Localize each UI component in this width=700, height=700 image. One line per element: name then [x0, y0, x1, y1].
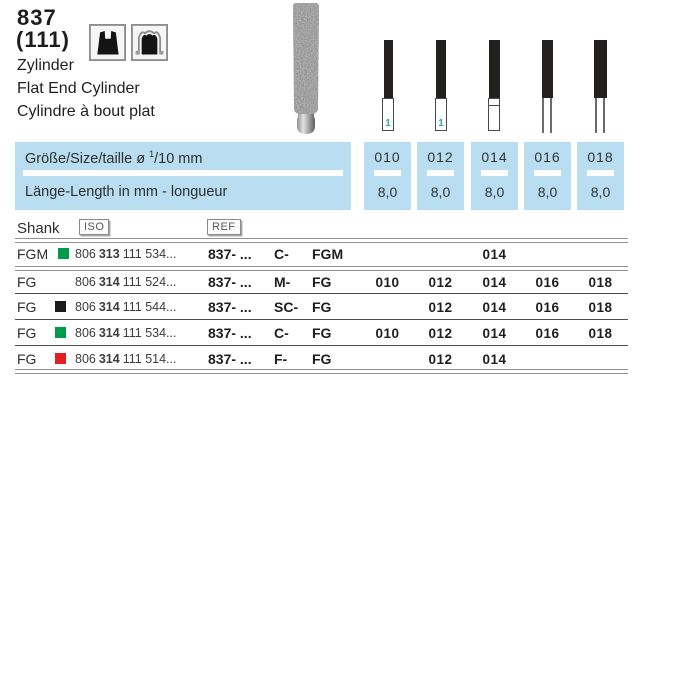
size-row-label: Größe/Size/taille ø $^1$/10 mm	[25, 149, 203, 167]
bur-head	[436, 40, 446, 98]
product-name-de: Zylinder	[17, 57, 74, 74]
length-value: 8,0	[590, 184, 611, 200]
bur-diagram-014	[482, 40, 506, 131]
size-cell	[364, 298, 411, 316]
size-column-014	[471, 142, 518, 210]
size-cell: 014	[482, 299, 507, 315]
product-name-fr: Cylindre à bout plat	[17, 103, 155, 120]
length-value: 8,0	[537, 184, 558, 200]
shank-mark-label: 1	[438, 118, 444, 129]
shank-ring-mark	[489, 105, 499, 106]
bur-head	[594, 40, 607, 98]
crown-preparation-icon	[131, 24, 168, 61]
size-cell: 012	[428, 299, 453, 315]
table-row	[15, 245, 628, 263]
row-separator	[481, 170, 508, 176]
length-value: 8,0	[377, 184, 398, 200]
table-divider	[15, 293, 628, 294]
bur-diagram-016	[535, 40, 559, 133]
table-divider	[15, 369, 628, 374]
shank-mark-label: 1	[385, 118, 391, 129]
ref-number: 837- ... C- FG	[208, 325, 332, 341]
size-cell: 016	[535, 299, 560, 315]
size-cell: 018	[588, 299, 613, 315]
size-cell: 014	[482, 246, 507, 262]
row-separator	[534, 170, 561, 176]
shank-type: FG	[17, 351, 37, 367]
grit-color-square	[55, 353, 66, 364]
iso-number: 806 313 111 534...	[75, 247, 177, 261]
shank-type: FGM	[17, 246, 49, 262]
ref-number: 837- ... C- FGM	[208, 246, 344, 262]
grit-color-square	[55, 301, 66, 312]
product-number: 837	[17, 5, 57, 30]
table-row	[15, 273, 628, 291]
table-divider	[15, 345, 628, 346]
table-row	[15, 298, 628, 316]
size-cell	[577, 350, 624, 368]
row-separator	[374, 170, 401, 176]
size-cell: 010	[375, 274, 400, 290]
row-separator	[427, 170, 454, 176]
size-cell	[524, 350, 571, 368]
table-divider	[15, 238, 628, 243]
size-cell: 014	[482, 351, 507, 367]
size-cell: 010	[375, 325, 400, 341]
row-separator	[587, 170, 614, 176]
bur-head	[489, 40, 500, 98]
size-cell	[417, 245, 464, 263]
grit-color-square	[58, 248, 69, 259]
bur-shank	[382, 98, 394, 131]
size-value: 016	[534, 149, 561, 165]
size-cell: 016	[535, 325, 560, 341]
bur-shank	[542, 98, 553, 133]
length-value: 8,0	[484, 184, 505, 200]
size-table-label-box	[15, 142, 351, 210]
ref-number: 837- ... SC- FG	[208, 299, 332, 315]
size-column-010	[364, 142, 411, 210]
ref-tag: REF	[207, 219, 241, 235]
table-divider	[15, 319, 628, 320]
iso-number: 806 314 111 524...	[75, 275, 177, 289]
size-cell: 018	[588, 325, 613, 341]
product-name-en: Flat End Cylinder	[17, 80, 140, 97]
size-cell: 012	[428, 351, 453, 367]
table-row	[15, 324, 628, 342]
size-cell: 018	[588, 274, 613, 290]
size-cell: 016	[535, 274, 560, 290]
bur-diagram-010	[376, 40, 400, 131]
size-column-016	[524, 142, 571, 210]
size-column-018	[577, 142, 624, 210]
size-value: 012	[427, 149, 454, 165]
shank-type: FG	[17, 325, 37, 341]
size-cell	[364, 245, 411, 263]
bur-diagram-012	[429, 40, 453, 131]
ref-number: 837- ... M- FG	[208, 274, 332, 290]
size-column-012	[417, 142, 464, 210]
bur-head	[384, 40, 393, 98]
shank-column-header: Shank	[17, 220, 60, 237]
shank-type: FG	[17, 299, 37, 315]
iso-shape-code: (111)	[16, 27, 70, 52]
table-row	[15, 350, 628, 368]
length-row-label: Länge-Length in mm - longueur	[25, 184, 228, 200]
ref-number: 837- ... F- FG	[208, 351, 332, 367]
table-divider	[15, 266, 628, 271]
size-cell: 014	[482, 274, 507, 290]
bur-head	[542, 40, 553, 98]
iso-tag: ISO	[79, 219, 109, 235]
size-cell: 012	[428, 274, 453, 290]
bur-shank	[435, 98, 447, 131]
size-cell	[577, 245, 624, 263]
size-value: 014	[481, 149, 508, 165]
iso-number: 806 314 111 514...	[75, 352, 177, 366]
bur-diagram-018	[588, 40, 612, 133]
length-value: 8,0	[430, 184, 451, 200]
size-cell: 014	[482, 325, 507, 341]
bur-shank	[595, 98, 606, 133]
size-cell	[364, 350, 411, 368]
iso-number: 806 314 111 534...	[75, 326, 177, 340]
grit-color-square	[55, 327, 66, 338]
size-cell	[524, 245, 571, 263]
size-cell: 012	[428, 325, 453, 341]
diamond-bur-photo	[286, 2, 326, 140]
bur-shank	[488, 98, 500, 131]
size-value: 010	[374, 149, 401, 165]
inlay-preparation-icon	[89, 24, 126, 61]
row-separator	[23, 170, 343, 176]
size-value: 018	[587, 149, 614, 165]
iso-number: 806 314 111 544...	[75, 300, 177, 314]
shank-type: FG	[17, 274, 37, 290]
